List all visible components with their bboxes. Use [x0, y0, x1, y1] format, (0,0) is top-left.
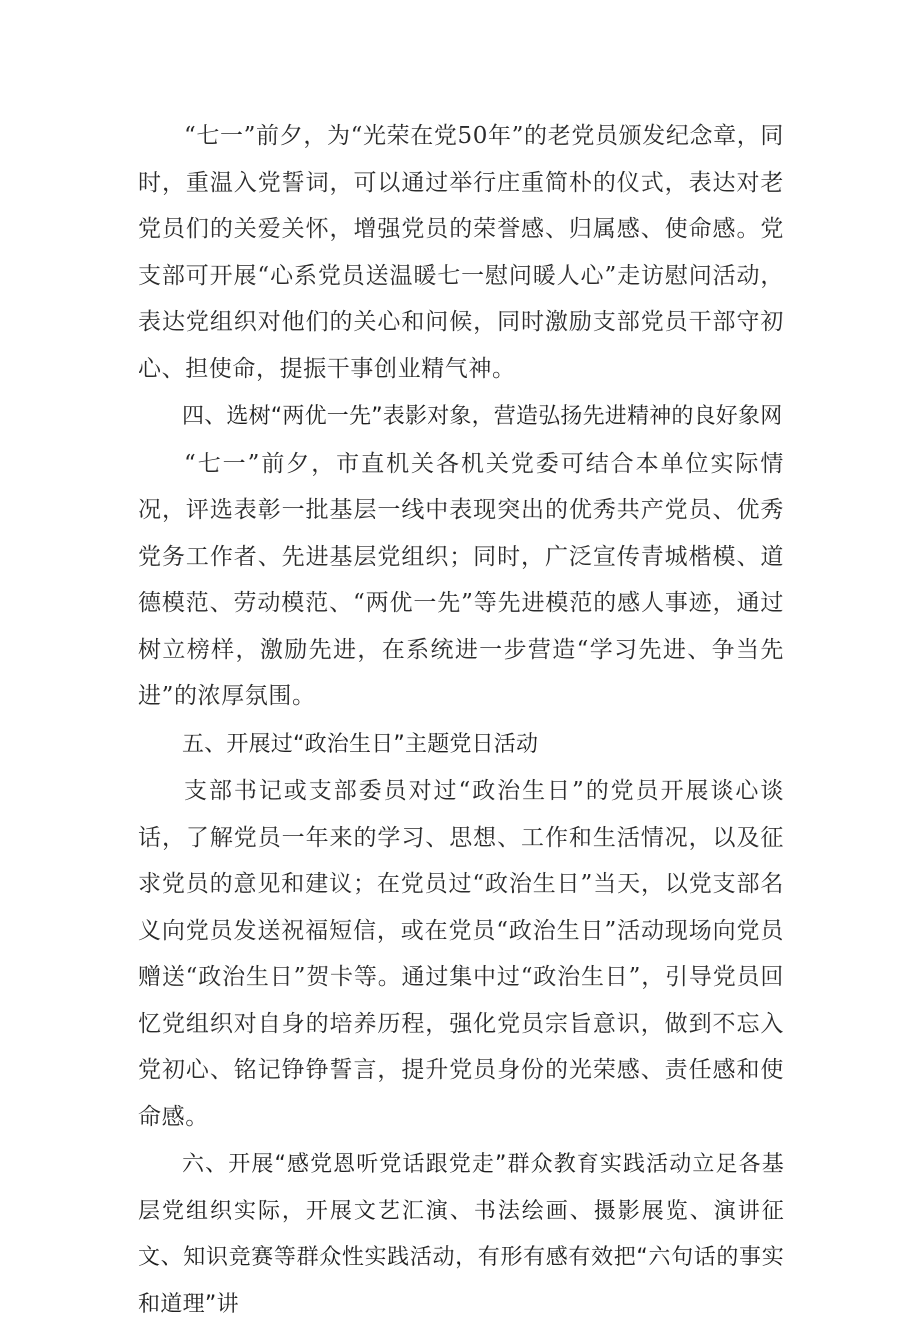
paragraph-commemorative-medal: “七一”前夕，为“光荣在党50年”的老党员颁发纪念章，同时，重温入党誓词，可以通过举行庄重简朴的仪式，表达对老党员们的关爱关怀，增强党员的荣誉感、归属感、使命感。党支部可开展“心系党员送温暖七一慰问暖人心”走访慰问活动，表达党组织对他们的关心和问候，同时激励支部党员干部守初心、担使命，提振干事创业精气神。	[138, 123, 784, 382]
section-heading-4: 四、选树“两优一先”表影对象，营造弘扬先进精神的良好象网	[182, 404, 783, 429]
section-heading-6-paragraph: 六、开展“感党恩听党话跟党走”群众教育实践活动立足各基层党组织实际，开展文艺汇演、书法绘画、摄影展览、演讲征文、知识竞赛等群众性实践活动，有形有感有效把“六句话的事实和道理”讲	[138, 1152, 784, 1317]
paragraph-political-birthday: 支部书记或支部委员对过“政治生日”的党员开展谈心谈话，了解党员一年来的学习、思想、工作和生活情况，以及征求党员的意见和建议；在党员过“政治生日”当天，以党支部名义向党员发送祝福短信，或在党员“政治生日”活动现场向党员赠送“政治生日”贺卡等。通过集中过“政治生日”，引导党员回忆党组织对自身的培养历程，强化党员宗旨意识，做到不忘入党初心、铭记铮铮誓言，提升党员身份的光荣感、责任感和使命感。	[138, 778, 784, 1130]
section-heading-5: 五、开展过“政治生日”主题党日活动	[182, 731, 539, 757]
document-body	[138, 113, 784, 1328]
paragraph-commendation: “七一”前夕，市直机关各机关党委可结合本单位实际情况，评选表彰一批基层一线中表现突出的优秀共产党员、优秀党务工作者、先进基层党组织；同时，广泛宣传青城楷模、道德模范、劳动模范、“两优一先”等先进模范的感人事迹，通过树立榜样，激励先进，在系统进一步营造“学习先进、争当先进”的浓厚氛围。	[138, 450, 784, 709]
